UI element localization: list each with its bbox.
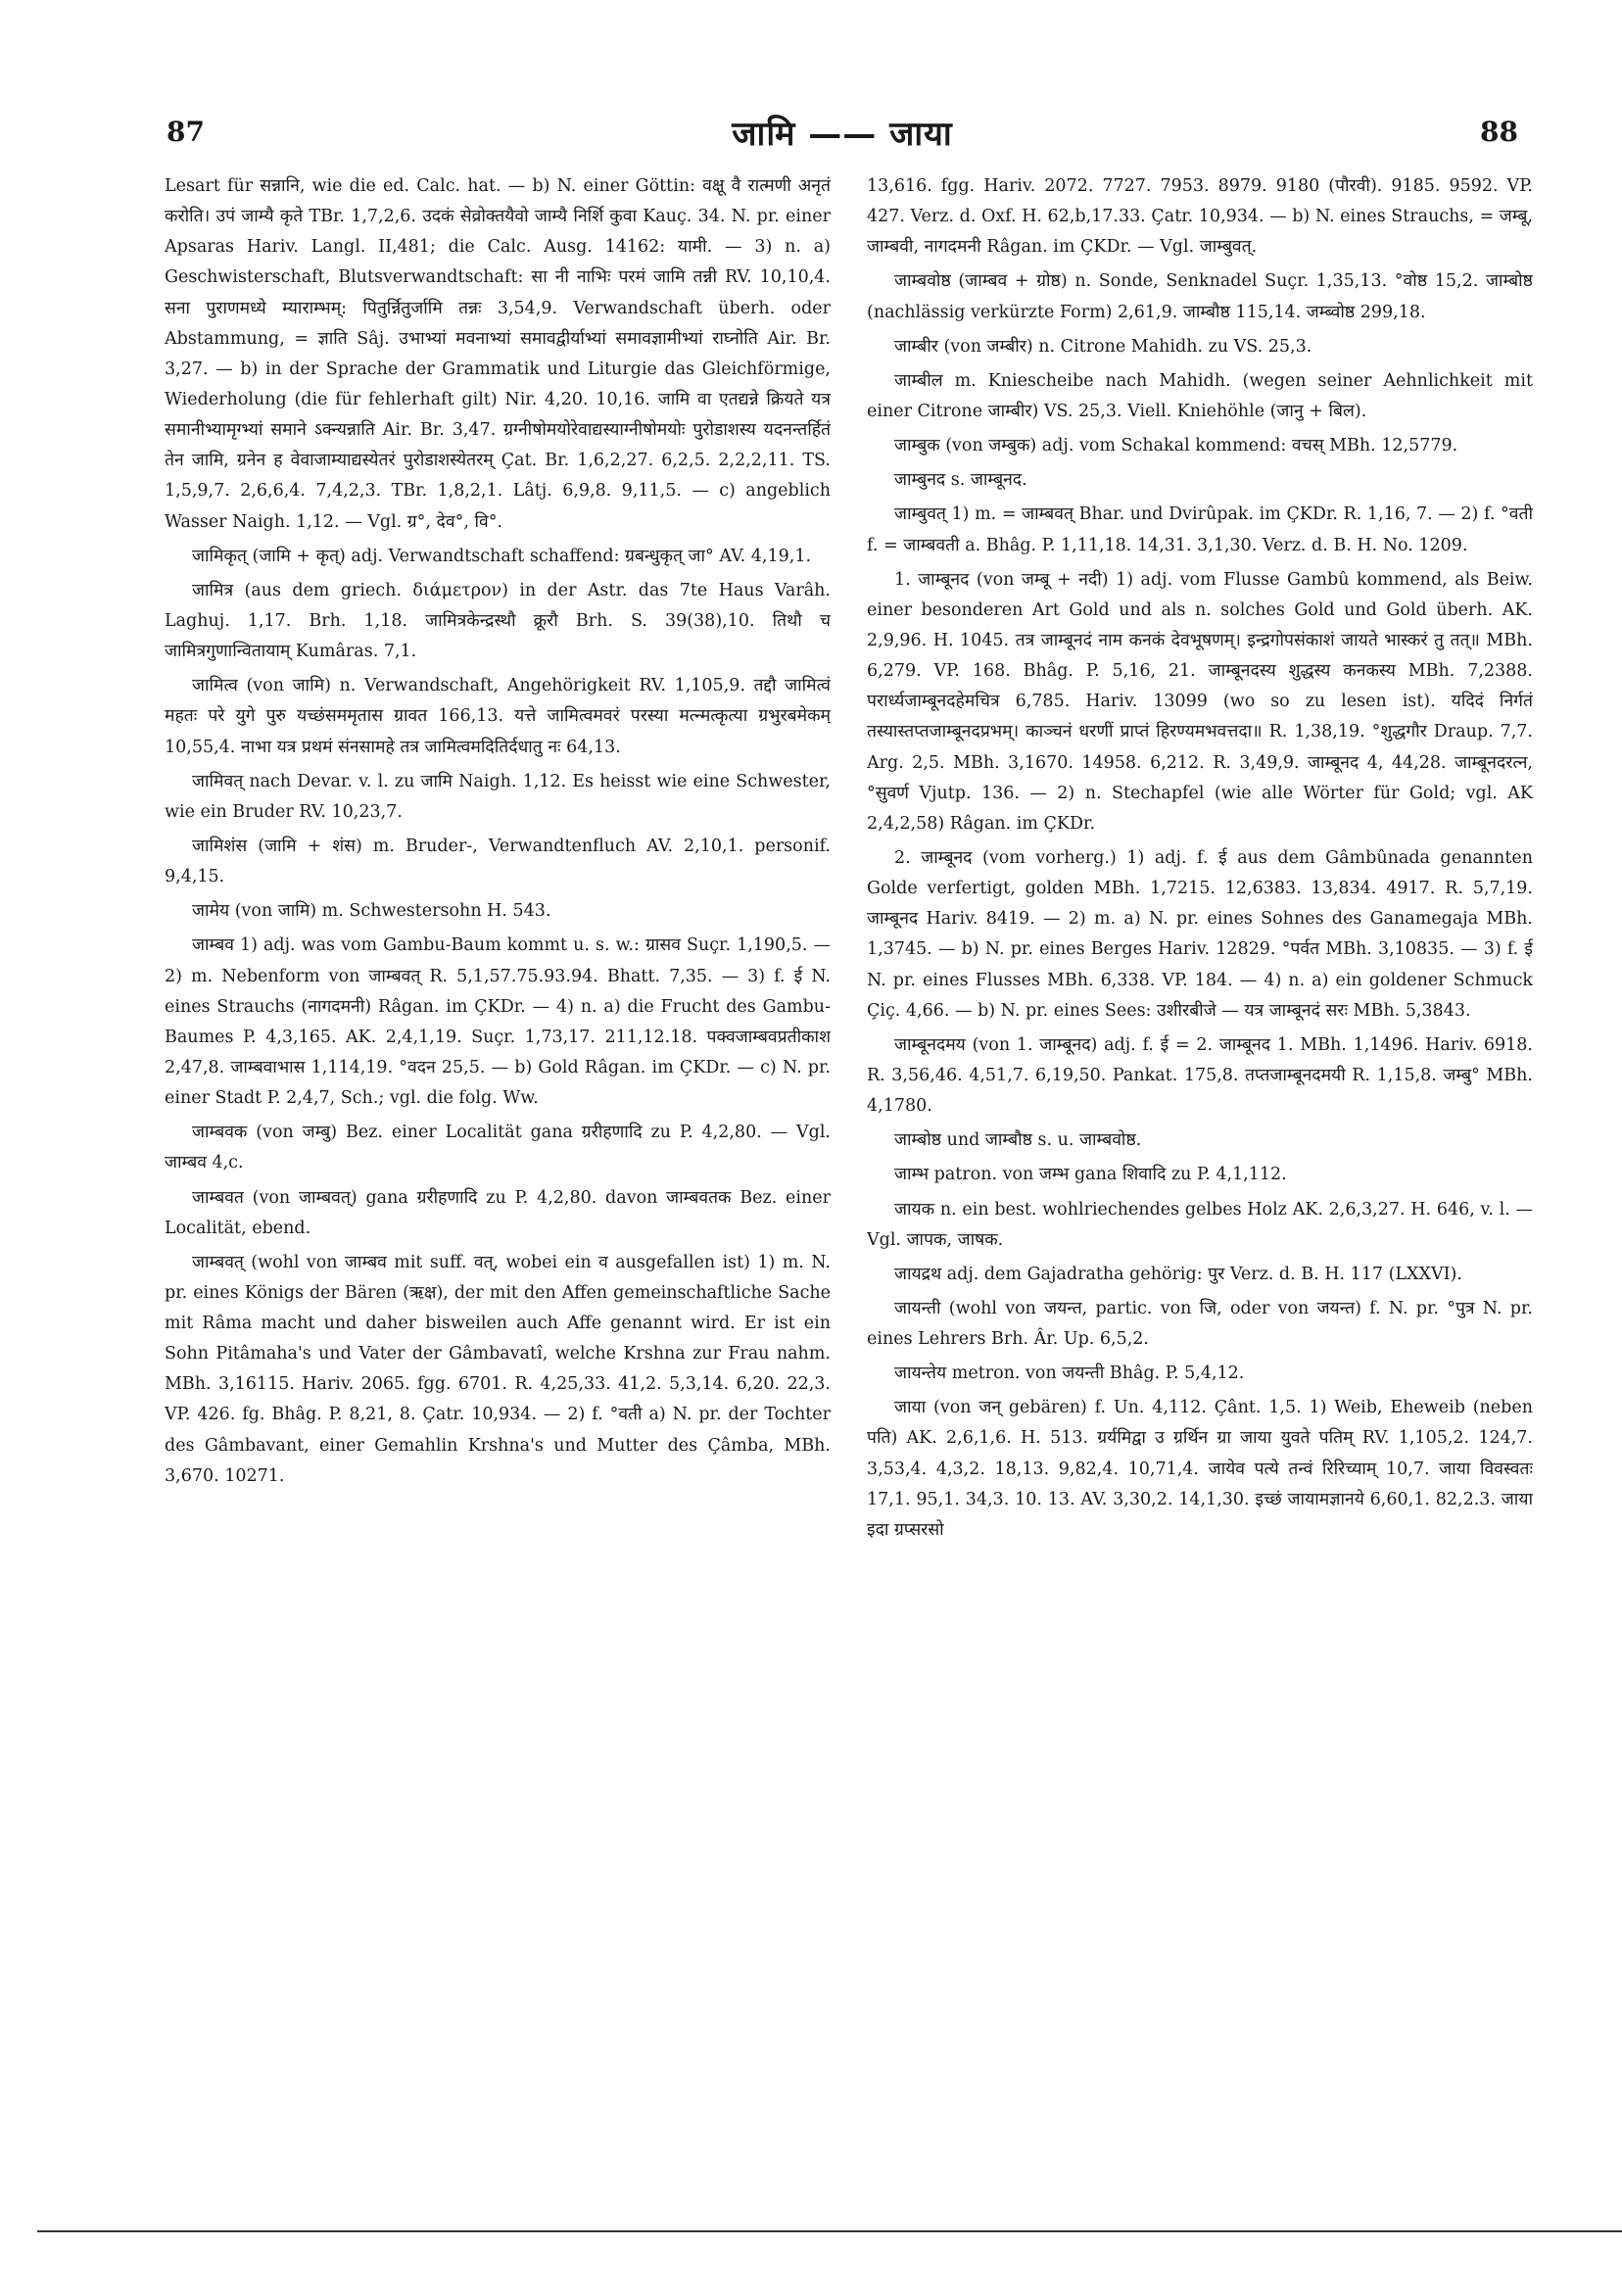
dictionary-entry: जाम्बोष्ठ und जाम्बौष्ठ s. u. जाम्बवोष्ठ. [894,1130,1142,1151]
page-number-right: 88 [1480,116,1518,148]
left-column [165,171,831,2155]
page-number-left: 87 [167,116,205,148]
running-headwords: जामि —— जाया [732,115,953,154]
dictionary-entry: जामिशंस (जामि + शंस) m. Bruder-, Verwandtenfluch AV. 2,10,1. personif. 9,4,15. [165,836,831,887]
dictionary-entry: जाम्बवोष्ठ (जाम्बव + ग्रोष्ठ) n. Sonde, Senknadel Suçr. 1,35,13. °वोष्ठ 15,2. जाम्बोष्ठ (nachlässig verkürzte Form) 2,61,9. जाम्बौष्ठ 115,14. जम्ब्वोष्ठ 299,18. [867,271,1533,322]
dictionary-entry: जामित्र (aus dem griech. διάμετρον) in der Astr. das 7te Haus Varâh. Laghuj. 1,17. Brh. 1,18. जामित्रकेन्द्रस्थौ क्रूरौ Brh. S. 39(38),10. तिथौ च जामित्रगुणान्वितायाम् Kumâras. 7,1. [165,580,831,662]
dictionary-entry: जाम्बव 1) adj. was vom Gambu-Baum kommt u. s. w.: ग्रासव Suçr. 1,190,5. — 2) m. Nebenform von जाम्बवत् R. 5,1,57.75.93.94. Bhatt. 7,35. — 3) f. ई N. eines Strauchs (नागदमनी) Râgan. im ÇKDr. — 4) n. a) die Frucht des Gambu-Baumes P. 4,3,165. AK. 2,4,1,19. Suçr. 1,73,17. 211,12.18. पक्वजाम्बवप्रतीकाश 2,47,8. जाम्बवाभास 1,114,19. °वदन 25,5. — b) Gold Râgan. im ÇKDr. — c) N. pr. einer Stadt P. 2,4,7, Sch.; vgl. die folg. Ww. [165,935,831,1109]
dictionary-entry: जामिवत् nach Devar. v. l. zu जामि Naigh. 1,12. Es heisst wie eine Schwester, wie ein Bruder RV. 10,23,7. [165,771,831,822]
dictionary-entry: 1. जाम्बूनद (von जम्बू + नदी) 1) adj. vom Flusse Gambû kommend, als Beiw. einer besonderen Art Gold und als n. solches Gold und Gold überh. AK. 2,9,96. H. 1045. तत्र जाम्बूनदं नाम कनकं देवभूषणम्। इन्द्रगोपसंकाशं जायते भास्करं तु तत्॥ MBh. 6,279. VP. 168. Bhâg. P. 5,16, 21. जाम्बूनदस्य शुद्धस्य कनकस्य MBh. 7,2388. परार्ध्यजाम्बूनदहेमचित्र 6,785. Hariv. 13099 (wo so zu lesen ist). यदिदं निर्गतं तस्यास्तप्तजाम्बूनदप्रभम्। काञ्चनं धरणीं प्राप्तं हिरण्यमभवत्तदा॥ R. 1,38,19. °शुद्धगौर Draup. 7,7. Arg. 2,5. MBh. 3,1670. 14958. 6,212. R. 3,49,9. जाम्बूनद 4, 44,28. जाम्बूनदरत्न, °सुवर्ण Vjutp. 136. — 2) n. Stechapfel (wie alle Wörter für Gold; vgl. AK 2,4,2,58) Râgan. im ÇKDr. [867,569,1533,834]
dictionary-entry: जायद्रथ adj. dem Gajadratha gehörig: पुर Verz. d. B. H. 117 (LXXVI). [894,1264,1462,1284]
bottom-rule [37,2230,1622,2232]
dictionary-entry: जाम्बुवत् 1) m. = जाम्बवत् Bhar. und Dvirûpak. im ÇKDr. R. 1,16, 7. — 2) f. °वती f. = जाम्बवती a. Bhâg. P. 1,11,18. 14,31. 3,1,30. Verz. d. B. H. No. 1209. [867,504,1533,555]
dictionary-entry: जामेय (von जामि) m. Schwestersohn H. 543. [192,901,551,922]
dictionary-entry: Lesart für सन्नानि, wie die ed. Calc. hat. — b) N. einer Göttin: वक्षू वै रात्मणी अनृतं करोति। उपं जाम्यै कृते TBr. 1,7,2,6. उदकं सेव्रोक्तयैवो जाम्यै निर्शि कुवा Kauç. 34. N. pr. einer Apsaras Hariv. Langl. II,481; die Calc. Ausg. 14162: यामी. — 3) n. a) Geschwisterschaft, Blutsverwandtschaft: सा नी नाभिः परमं जामि तन्नी RV. 10,10,4. सना पुराणमध्ये म्याराम्भम्: पितुर्न्नितुर्जामि तन्नः 3,54,9. Verwandschaft überh. oder Abstammung, = ज्ञाति Sâj. उभाभ्यां मवनाभ्यां समावद्वीर्याभ्यां समावज्ञामीभ्यां राघ्नोति Air. Br. 3,27. — b) in der Sprache der Grammatik und Liturgie das Gleichförmige, Wiederholung (die für fehlerhaft gilt) Nir. 4,20. 10,16. जामि वा एतद्यन्ने क्रियते यत्र समानीभ्यामृग्भ्यां समाने ऽक्न्यन्नाति Air. Br. 3,47. ग्रग्नीषोमयोरेवाद्यस्याग्नीषोमयोः पुरोडाशस्य यदनन्तर्हितं तेन जामि, ग्रनेन ह वेवाजाम्याद्यस्येतरं पुरोडाशस्येतरम् Çat. Br. 1,6,2,27. 6,2,5. 2,2,2,11. TS. 1,5,9,7. 2,6,6,4. 7,4,2,3. TBr. 1,8,2,1. Lâtj. 6,9,8. 9,11,5. — c) angeblich Wasser Naigh. 1,12. — Vgl. ग्र°, देव°, वि°. [165,176,831,532]
dictionary-entry: जायन्ती (wohl von जयन्त, partic. von जि, oder von जयन्त) f. N. pr. °पुत्र N. pr. eines Lehrers Brh. Âr. Up. 6,5,2. [867,1298,1533,1350]
dictionary-entry: जाम्बवत (von जाम्बवत्) gana ग्ररीहणादि zu P. 4,2,80. davon जाम्बवतक Bez. einer Localität, ebend. [165,1187,831,1238]
dictionary-entry: जाम्बुक (von जम्बुक) adj. vom Schakal kommend: वचस् MBh. 12,5779. [894,436,1458,456]
dictionary-entry: जाम्बील m. Kniescheibe nach Mahidh. (wegen seiner Aehnlichkeit mit einer Citrone जाम्बीर) VS. 25,3. Viell. Kniehöhle (जानु + बिल). [867,370,1533,421]
dictionary-entry: जायक n. ein best. wohlriechendes gelbes Holz AK. 2,6,3,27. H. 646, v. l. — Vgl. जापक, जाषक. [867,1199,1533,1250]
dictionary-entry: जाम्बीर (von जम्बीर) n. Citrone Mahidh. zu VS. 25,3. [894,336,1312,357]
dictionary-entry: जाया (von जन् gebären) f. Un. 4,112. Çânt. 1,5. 1) Weib, Eheweib (neben पति) AK. 2,6,1,6. H. 513. ग्रर्यमिद्वा उ ग्रर्थिन ग्रा जाया युवते पतिम् RV. 1,105,2. 124,7. 3,53,4. 4,3,2. 18,13. 9,82,4. 10,71,4. जायेव पत्ये तन्वं रिरिच्याम् 10,7. जाया विवस्वतः 17,1. 95,1. 34,3. 10. 13. AV. 3,30,2. 14,1,30. इच्छं जायामज्ञानये 6,60,1. 82,2.3. जाया इदा ग्रप्सरसो [867,1398,1533,1540]
dictionary-entry: जामिकृत् (जामि + कृत्) adj. Verwandtschaft schaffend: ग्रबन्धुकृत् जा° AV. 4,19,1. [192,546,812,566]
right-column [867,171,1533,2155]
dictionary-entry: जाम्बवक (von जम्बु) Bez. einer Localität gana ग्ररीहणादि zu P. 4,2,80. — Vgl. जाम्बव 4,c. [165,1123,831,1173]
dictionary-entry: जाम्बवत् (wohl von जाम्बव mit suff. वत्, wobei ein व ausgefallen ist) 1) m. N. pr. eines Königs der Bären (ऋक्ष), der mit den Affen gemeinschaftliche Sache mit Râma macht und daher bisweilen auch Affe genannt wird. Er ist ein Sohn Pitâmaha's und Vater der Gâmbavatî, welche Krshna zur Frau nahm. MBh. 3,16115. Hariv. 2065. fgg. 6701. R. 4,25,33. 41,2. 5,3,14. 6,20. 22,3. VP. 426. fg. Bhâg. P. 8,21, 8. Çatr. 10,934. — 2) f. °वती a) N. pr. der Tochter des Gâmbavant, einer Gemahlin Krshna's und Mutter des Çâmba, MBh. 3,670. 10271. [165,1252,831,1486]
dictionary-entry: 2. जाम्बूनद (vom vorherg.) 1) adj. f. ई aus dem Gâmbûnada genannten Golde verfertigt, golden MBh. 1,7215. 12,6383. 13,834. 4917. R. 5,7,19. जाम्बूनद Hariv. 8419. — 2) m. a) N. pr. eines Sohnes des Ganamegaja MBh. 1,3745. — b) N. pr. eines Berges Hariv. 12829. °पर्वत MBh. 3,10835. — 3) f. ई N. pr. eines Flusses MBh. 6,338. VP. 184. — 4) n. a) ein goldener Schmuck Çiç. 4,66. — b) N. pr. eines Sees: उशीरबीजे — यत्र जाम्बूनदं सरः MBh. 5,3843. [867,847,1533,1021]
dictionary-entry: जायन्तेय metron. von जयन्ती Bhâg. P. 5,4,12. [894,1363,1245,1384]
dictionary-entry: जाम्बूनदमय (von 1. जाम्बूनद) adj. f. ई = 2. जाम्बूनद 1. MBh. 1,1496. Hariv. 6918. R. 3,56,46. 4,51,7. 6,19,50. Pankat. 175,8. तप्तजाम्बूनदमयी R. 1,15,8. जम्बु° MBh. 4,1780. [867,1034,1533,1117]
dictionary-entry: जामित्व (von जामि) n. Verwandschaft, Angehörigkeit RV. 1,105,9. तद्दौ जामित्वं महतः परे युगे पुरु यच्छंसममृतास ग्रावत 166,13. यत्ते जामित्वमवरं परस्या मत्न्मत्कृत्या ग्रभुरबमेकम् 10,55,4. नाभा यत्र प्रथमं संनसामहे तत्र जामित्वमदितिर्दधातु नः 64,13. [165,676,831,757]
dictionary-entry: जाम्बुनद s. जाम्बूनद. [894,470,1027,491]
dictionary-entry: जाम्भ patron. von जम्भ gana शिवादि zu P. 4,1,112. [894,1165,1287,1185]
page-header [167,110,1518,159]
dictionary-entry: 13,616. fgg. Hariv. 2072. 7727. 7953. 8979. 9180 (पौरवी). 9185. 9592. VP. 427. Verz. d. Oxf. H. 62,b,17.33. Çatr. 10,934. — b) N. eines Strauchs, = जम्बू, जाम्बवी, नागदमनी Râgan. im ÇKDr. — Vgl. जाम्बुवत्. [867,176,1533,258]
